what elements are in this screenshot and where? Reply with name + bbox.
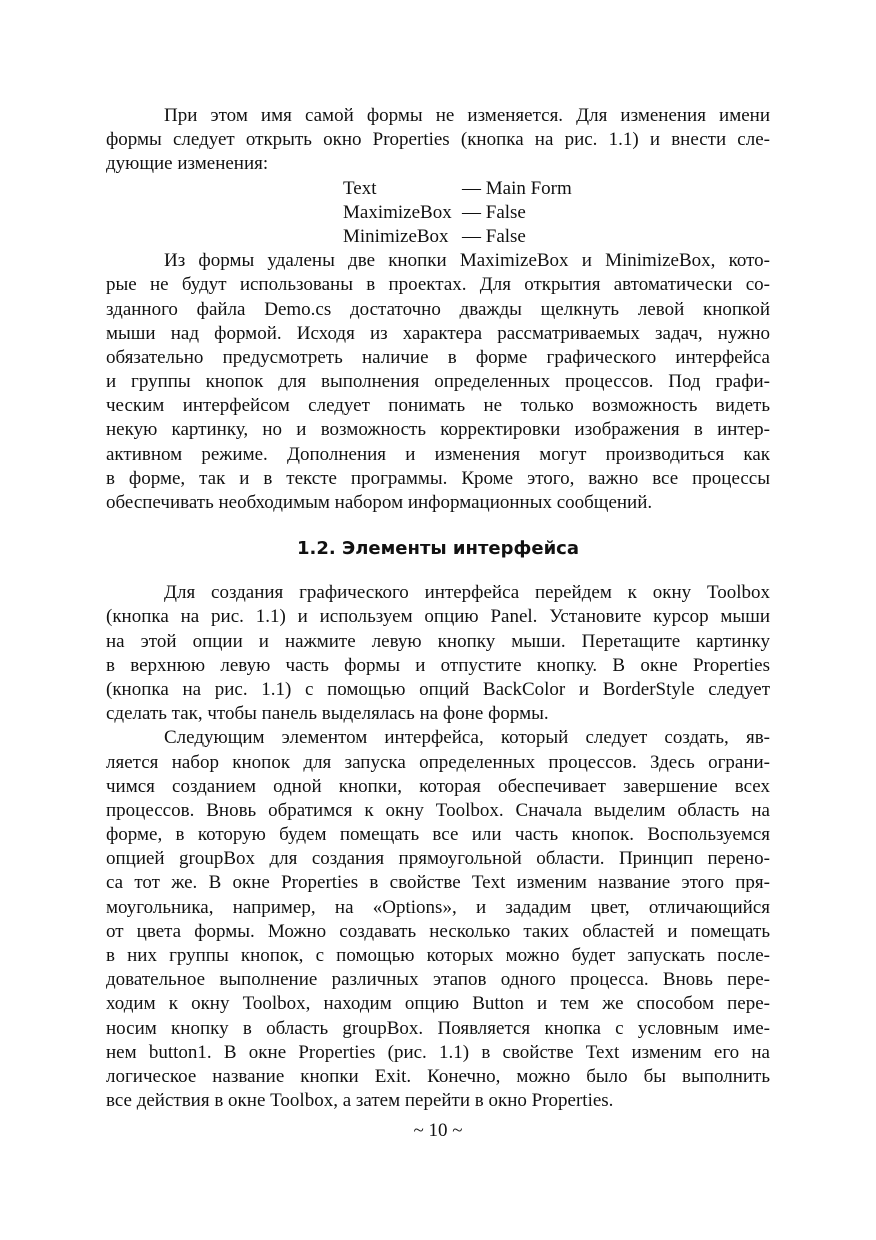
text-line: сделать так, чтобы панель выделялась на фоне формы. [106, 703, 549, 725]
property-value: — False [462, 225, 526, 247]
text-line: довательное выполнение различных этапов одного процесса. Вновь пере- [106, 969, 770, 991]
text-line: некую картинку, но и возможность корректировки изображения в интер- [106, 419, 770, 441]
text-line: в верхнюю левую часть формы и отпустите кнопку. В окне Properties [106, 654, 770, 676]
text-line: носим кнопку в область groupBox. Появляется кнопка с условным име- [106, 1017, 770, 1039]
text-line: моугольника, например, на «Options», и зададим цвет, отличающийся [106, 896, 770, 918]
section-heading: 1.2. Элементы интерфейса [297, 538, 579, 560]
paragraph-toolbox-panel [106, 581, 770, 726]
text-line: логическое название кнопки Exit. Конечно, можно было бы выполнить [106, 1065, 770, 1087]
text-line: (кнопка на рис. 1.1) с помощью опций BackColor и BorderStyle следует [106, 678, 770, 700]
property-name: MinimizeBox [343, 225, 449, 247]
text-line: зданного файла Demo.cs достаточно дважды щелкнуть левой кнопкой [106, 298, 770, 320]
paragraph-form-buttons [106, 249, 770, 515]
text-line: формы следует открыть окно Properties (кнопка на рис. 1.1) и внести сле- [106, 129, 770, 151]
property-row [343, 225, 770, 249]
paragraph-intro [106, 104, 770, 177]
property-row [343, 177, 770, 201]
property-name: Text [343, 177, 377, 199]
property-row [343, 201, 770, 225]
text-line: (кнопка на рис. 1.1) и используем опцию Panel. Установите курсор мыши [106, 606, 770, 628]
text-line: в форме, так и в тексте программы. Кроме этого, важно все процессы [106, 467, 770, 489]
property-value: — Main Form [462, 177, 572, 199]
text-line: чимся созданием одной кнопки, которая обеспечивает завершение всех [106, 775, 770, 797]
text-line: обеспечивать необходимым набором информационных сообщений. [106, 492, 653, 513]
page-number: ~ 10 ~ [413, 1120, 463, 1142]
text-line: ческим интерфейсом следует понимать не только возможность видеть [106, 395, 770, 417]
text-line: активном режиме. Дополнения и изменения могут производиться как [106, 443, 770, 465]
text-line: опцией groupBox для создания прямоугольной области. Принцип перено- [106, 848, 770, 870]
text-line: все действия в окне Toolbox, а затем перейти в окно Properties. [106, 1090, 614, 1112]
property-value: — False [462, 201, 526, 223]
text-line: Для создания графического интерфейса перейдем к окну Toolbox [164, 582, 770, 604]
text-line: Следующим элементом интерфейса, который следует создать, яв- [164, 727, 770, 749]
text-line: от цвета формы. Можно создавать несколько таких областей и помещать [106, 920, 770, 942]
text-line: дующие изменения: [106, 153, 269, 175]
text-line: форме, в которую будем помещать все или часть кнопок. Воспользуемся [106, 824, 770, 846]
text-line: обязательно предусмотреть наличие в форме графического интерфейса [106, 346, 770, 368]
property-name: MaximizeBox [343, 201, 452, 223]
document-page [106, 104, 770, 1143]
text-line: и группы кнопок для выполнения определенных процессов. Под графи- [106, 371, 770, 393]
text-line: са тот же. В окне Properties в свойстве Text изменим название этого пря- [106, 872, 770, 894]
text-line: При этом имя самой формы не изменяется. Для изменения имени [164, 105, 770, 126]
text-line: Из формы удалены две кнопки MaximizeBox и MinimizeBox, кото- [164, 250, 770, 272]
text-line: ляется набор кнопок для запуска определенных процессов. Здесь ограни- [106, 751, 770, 773]
text-line: в них группы кнопок, с помощью которых можно будет запускать после- [106, 945, 770, 966]
paragraph-buttons-groupbox [106, 726, 770, 1113]
text-line: процессов. Вновь обратимся к окну Toolbox. Сначала выделим область на [106, 799, 770, 821]
text-line: нем button1. В окне Properties (рис. 1.1) в свойстве Text изменим его на [106, 1041, 770, 1063]
property-list [343, 177, 770, 250]
text-line: рые не будут использованы в проектах. Для открытия автоматически со- [106, 274, 770, 296]
text-line: на этой опции и нажмите левую кнопку мыши. Перетащите картинку [106, 630, 770, 652]
text-line: ходим к окну Toolbox, находим опцию Button и тем же способом пере- [106, 993, 770, 1015]
text-line: мыши над формой. Исходя из характера рассматриваемых задач, нужно [106, 322, 770, 344]
